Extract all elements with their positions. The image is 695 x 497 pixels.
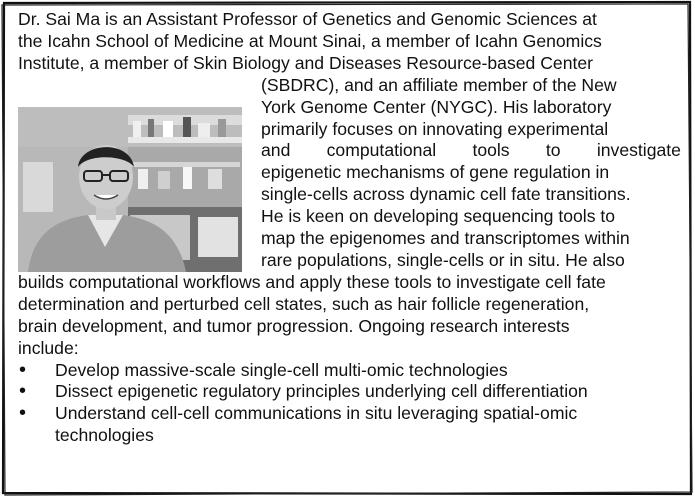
bio-line: He is keen on developing sequencing tools to (261, 206, 616, 227)
interest-list-item-continued (18, 425, 680, 447)
bio-text (18, 9, 680, 447)
bio-word: tools (472, 140, 510, 161)
bio-line: (SBDRC), and an affiliate member of the New (261, 74, 617, 95)
bio-line: epigenetic mechanisms of gene regulation in (261, 162, 610, 183)
bio-line: single-cells across dynamic cell fate transitions. (261, 184, 631, 205)
bio-line: Dr. Sai Ma is an Assistant Professor of Genetics and Genomic Sciences at (18, 9, 597, 29)
bio-line: brain development, and tumor progression. Ongoing research interests (18, 315, 570, 336)
interest-list-item (18, 360, 680, 382)
bio-line: include: (18, 337, 79, 358)
bio-word: and (261, 140, 291, 161)
bio-line: York Genome Center (NYGC). His laboratory (261, 96, 612, 117)
bio-line: builds computational workflows and apply these tools to investigate cell fate (18, 271, 606, 292)
bio-line: determination and perturbed cell states, such as hair follicle regeneration, (18, 293, 590, 314)
bio-line: Institute, a member of Skin Biology and Diseases Resource-based Center (18, 52, 594, 73)
bio-word: computational (326, 140, 437, 161)
interest-text: Understand cell-cell communications in situ leveraging spatial-omic (55, 403, 578, 424)
interest-list-item (18, 381, 680, 403)
bullet-icon (18, 360, 55, 382)
bio-line-justified (261, 140, 681, 162)
interest-list-item (18, 403, 680, 425)
bio-line: rare populations, single-cells or in situ. He also (261, 249, 625, 270)
bio-line: map the epigenomes and transcriptomes within (261, 228, 630, 249)
bullet-icon (18, 381, 55, 403)
interest-text: Develop massive-scale single-cell multi-omic technologies (55, 359, 508, 380)
interest-text: Dissect epigenetic regulatory principles underlying cell differentiation (55, 381, 588, 402)
bio-line: primarily focuses on innovating experimental (261, 118, 609, 139)
bio-word: investigate (596, 140, 681, 161)
bio-line: the Icahn School of Medicine at Mount Sinai, a member of Icahn Genomics (18, 30, 602, 51)
interest-text: technologies (55, 425, 154, 446)
bullet-icon (18, 403, 55, 425)
bio-word: to (545, 140, 561, 161)
